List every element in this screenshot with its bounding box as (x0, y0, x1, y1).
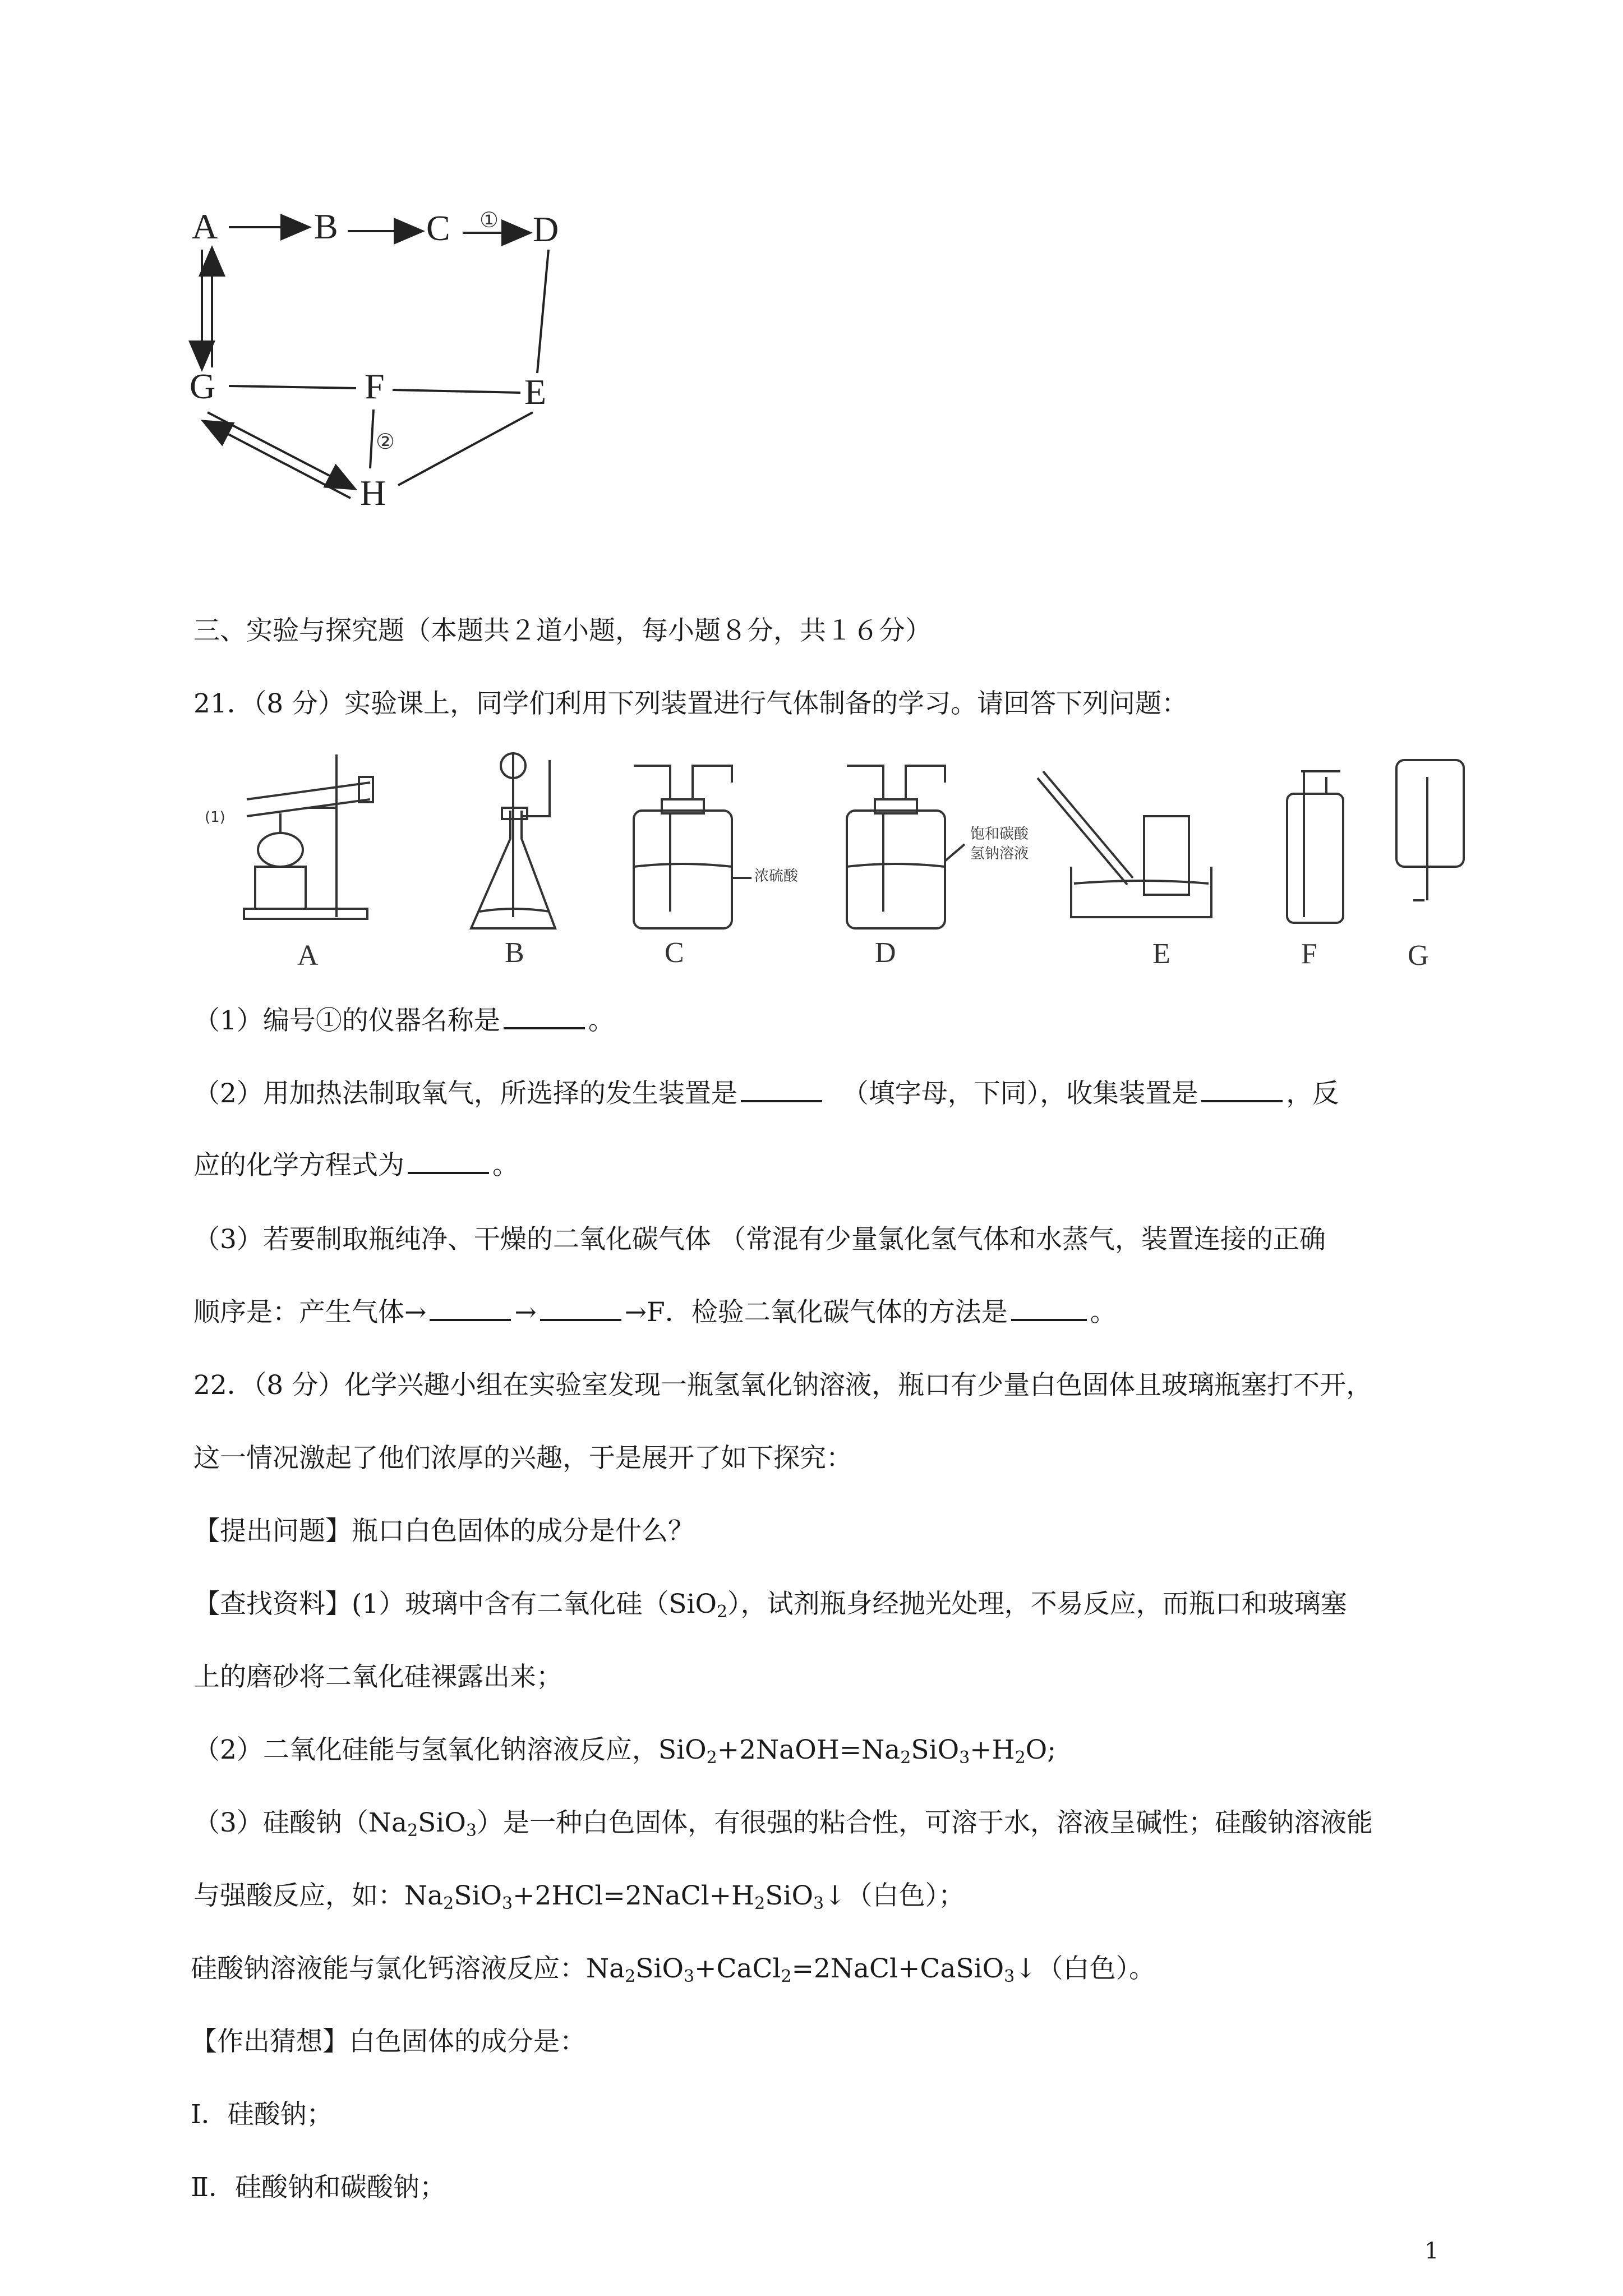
label-c: C (665, 937, 684, 968)
arrow-h-g (205, 422, 351, 498)
answer-blank-5[interactable] (430, 1296, 511, 1321)
apparatus-marker: (1) (205, 809, 225, 826)
label-bicarbonate-1: 饱和碳酸 (970, 826, 1029, 843)
label-d: D (875, 937, 896, 968)
answer-blank-2[interactable] (741, 1078, 822, 1102)
line-g-f (229, 386, 356, 388)
q22-ref-1: 【查找资料】(1）玻璃中含有二氧化硅（SiO$_2$），试剂瓶身经抛光处理，不易反应，而瓶口和玻璃塞 (193, 1589, 1347, 1622)
apparatus-d (847, 766, 965, 928)
q21-part2: （2）用加热法制取氧气，所选择的发生装置是 （填字母，下同），收集装置是 ，反 (193, 1078, 1339, 1109)
page-number: 1 (1424, 2238, 1439, 2264)
apparatus-f (1287, 771, 1343, 923)
q21-part2-cont: 应的化学方程式为 。 (193, 1150, 519, 1181)
node-a: A (192, 206, 218, 246)
q22-ref-1-cont: 上的磨砂将二氧化硅裸露出来； (193, 1662, 562, 1692)
answer-blank-6[interactable] (540, 1296, 621, 1321)
arrow-g-h (208, 412, 353, 488)
q22-option-2: Ⅱ．硅酸钠和碳酸钠； (191, 2172, 446, 2203)
label-g: G (1408, 940, 1429, 968)
apparatus-g (1396, 760, 1464, 900)
label-b: B (505, 937, 524, 968)
label-e: E (1152, 938, 1170, 968)
label-conc-sulfuric: 浓硫酸 (754, 868, 799, 885)
answer-blank-7[interactable] (1011, 1296, 1087, 1321)
q22-question: 【提出问题】瓶口白色固体的成分是什么？ (193, 1516, 694, 1547)
q21-part3-cont: 顺序是：产生气体→ → →F．检验二氧化碳气体的方法是 。 (193, 1297, 1117, 1328)
marker-1: ① (479, 208, 499, 232)
node-f: F (365, 366, 385, 406)
label-bicarbonate-2: 氢钠溶液 (970, 845, 1029, 862)
apparatus-a (244, 754, 373, 919)
q22-intro-1: 22．（8 分）化学兴趣小组在实验室发现一瓶氢氧化钠溶液，瓶口有少量白色固体且玻璃瓶塞打不开， (193, 1370, 1373, 1401)
answer-blank-1[interactable] (504, 1005, 585, 1029)
q22-option-1: Ⅰ．硅酸钠； (191, 2099, 333, 2130)
apparatus-figure (191, 743, 1475, 968)
q22-intro-2: 这一情况激起了他们浓厚的兴趣，于是展开了如下探究： (193, 1443, 852, 1474)
node-e: E (524, 372, 547, 412)
node-c: C (426, 208, 450, 248)
line-d-e (537, 250, 548, 373)
line-f-e (393, 390, 520, 393)
q22-guess: 【作出猜想】白色固体的成分是： (191, 2026, 586, 2057)
q21-part1: （1）编号①的仪器名称是 。 (193, 1005, 615, 1036)
q22-ref-4: 硅酸钠溶液能与氯化钙溶液反应：$Na_2SiO_3+CaCl_2=2NaCl+CaSiO_3↓$（白色）。 (191, 1953, 1156, 1986)
label-f: F (1301, 938, 1317, 968)
q21-part3: （3）若要制取瓶纯净、干燥的二氧化碳气体 （常混有少量氯化氢气体和水蒸气，装置连接的正确 (193, 1224, 1326, 1255)
node-b: B (314, 206, 338, 246)
apparatus-e (1038, 771, 1211, 917)
marker-2: ② (376, 429, 395, 454)
node-h: H (360, 473, 386, 513)
q22-ref-2: （2）二氧化硅能与氢氧化钠溶液反应，$SiO_2+2NaOH=Na_2SiO_3+H_2O$; (193, 1734, 1057, 1768)
answer-blank-3[interactable] (1201, 1078, 1283, 1102)
node-g: G (190, 366, 216, 406)
reaction-diagram (185, 202, 589, 516)
line-e-h (398, 412, 533, 485)
q22-ref-3: （3）硅酸钠$(Na_2SiO_3)$是一种白色固体，有很强的粘合性，可溶于水，溶液呈碱性；硅酸钠溶液能 (193, 1807, 1373, 1841)
q22-ref-3-cont: 与强酸反应，如：$Na_2SiO_3+2HCl=2NaCl+H_2SiO_3↓$（白色）； (193, 1880, 965, 1913)
apparatus-c (634, 766, 751, 928)
q21-intro: 21．（8 分）实验课上，同学们利用下列装置进行气体制备的学习。请回答下列问题： (193, 688, 1188, 719)
answer-blank-4[interactable] (408, 1149, 489, 1174)
node-d: D (533, 209, 559, 249)
section-heading: 三、实验与探究题（本题共２道小题，每小题８分，共１６分） (193, 615, 932, 646)
label-a: A (297, 940, 319, 968)
line-f-h (370, 409, 374, 468)
apparatus-b (471, 753, 555, 928)
